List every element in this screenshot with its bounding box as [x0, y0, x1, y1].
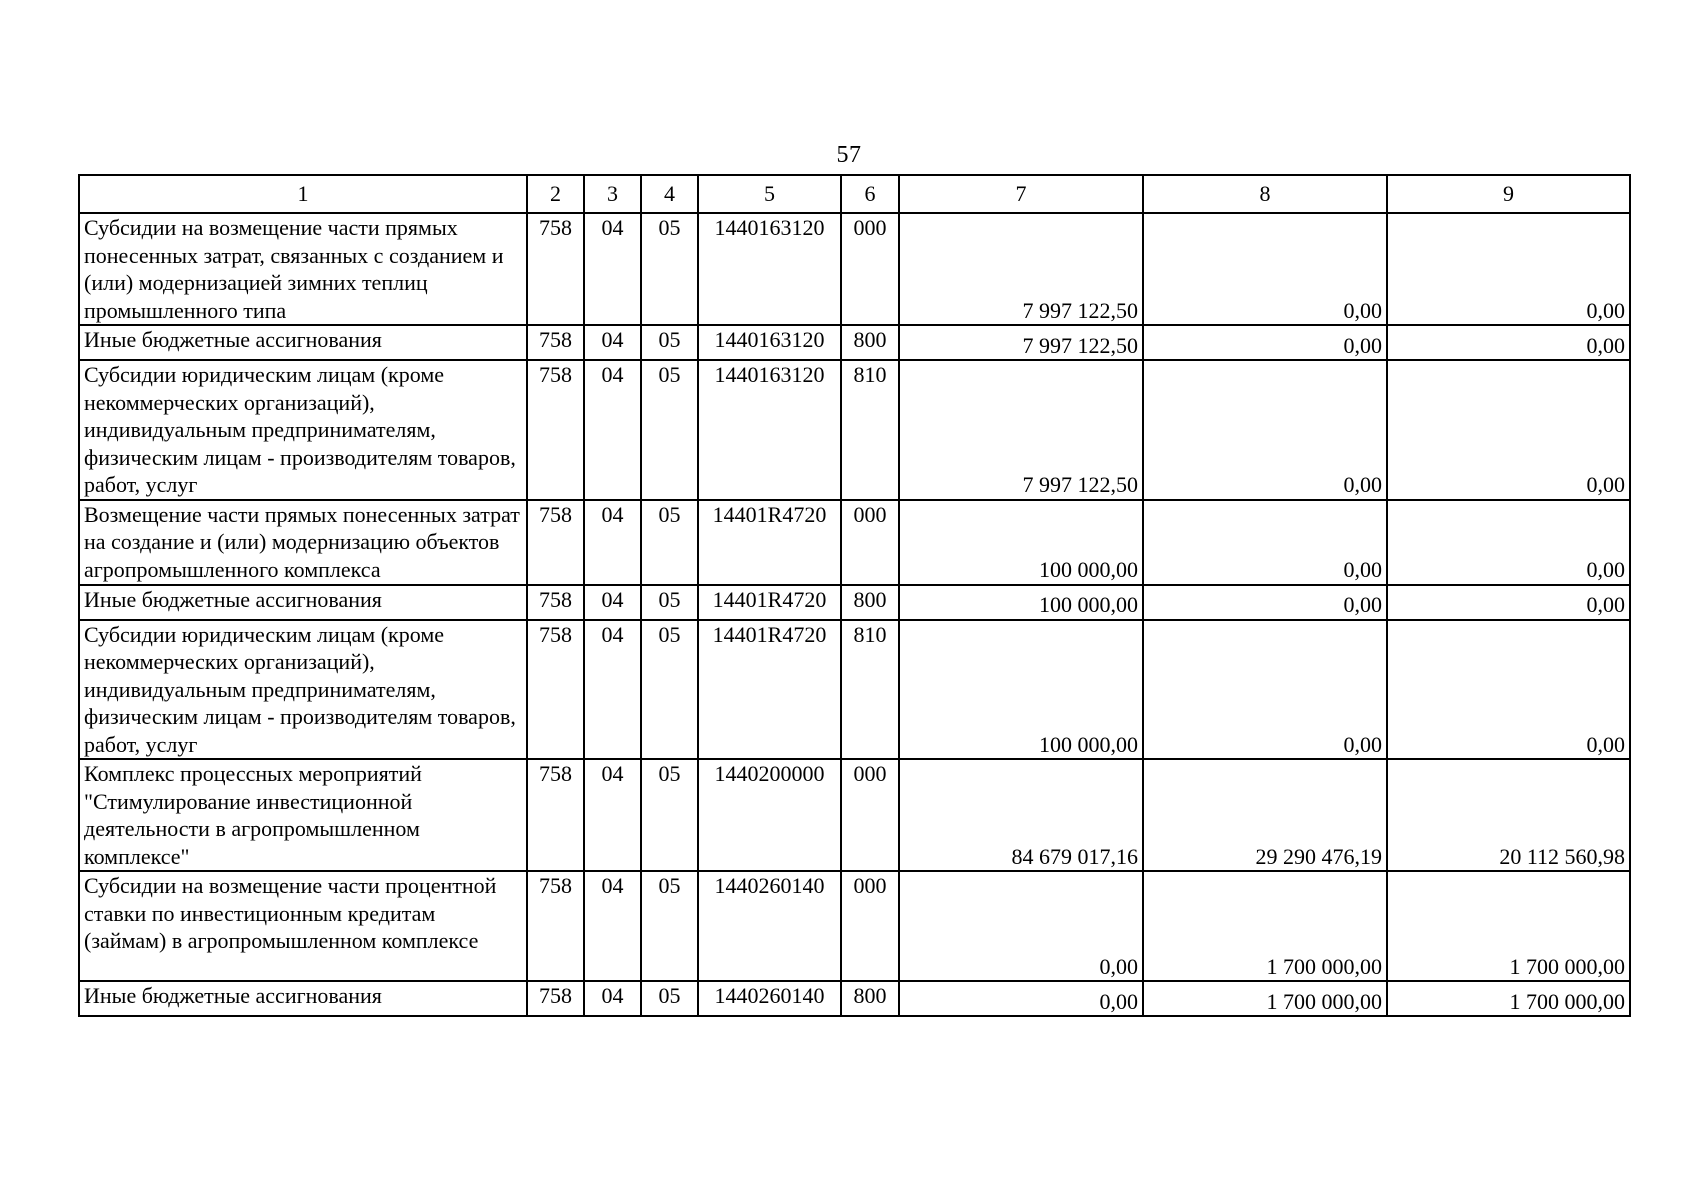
- row-name-cell: Иные бюджетные ассигнования: [79, 325, 527, 360]
- row-amount-1-cell: 100 000,00: [899, 500, 1143, 585]
- row-amount-3-cell: 0,00: [1387, 325, 1630, 360]
- row-grbs-cell: 758: [527, 871, 584, 981]
- row-grbs-cell: 758: [527, 981, 584, 1016]
- table-row: [79, 213, 1630, 325]
- row-target-article-cell: 1440200000: [698, 759, 841, 871]
- row-amount-1-cell: 0,00: [899, 871, 1143, 981]
- row-amount-1-cell: 7 997 122,50: [899, 213, 1143, 325]
- row-amount-3-cell: 1 700 000,00: [1387, 981, 1630, 1016]
- row-subsection-cell: 05: [641, 620, 698, 760]
- row-section-cell: 04: [584, 325, 641, 360]
- row-amount-3-cell: 0,00: [1387, 620, 1630, 760]
- row-expense-type-cell: 800: [841, 585, 899, 620]
- row-name-cell: Комплекс процессных мероприятий "Стимулирование инвестиционной деятельности в агропромышленном комплексе": [79, 759, 527, 871]
- row-section-cell: 04: [584, 360, 641, 500]
- row-expense-type-cell: 000: [841, 871, 899, 981]
- page-number: 57: [836, 142, 862, 168]
- row-name-cell: Иные бюджетные ассигнования: [79, 981, 527, 1016]
- row-target-article-cell: 1440163120: [698, 360, 841, 500]
- header-cell-amount-1: 7: [899, 175, 1143, 213]
- row-amount-3-cell: 1 700 000,00: [1387, 871, 1630, 981]
- table-row: [79, 871, 1630, 981]
- row-expense-type-cell: 000: [841, 213, 899, 325]
- row-amount-1-cell: 84 679 017,16: [899, 759, 1143, 871]
- row-grbs-cell: 758: [527, 620, 584, 760]
- row-name-cell: Субсидии юридическим лицам (кроме некоммерческих организаций), индивидуальным предпринимателям, физическим лицам - производителям товаров, работ, услуг: [79, 360, 527, 500]
- row-subsection-cell: 05: [641, 360, 698, 500]
- header-cell-target-article: 5: [698, 175, 841, 213]
- budget-table: [78, 174, 1631, 1017]
- row-target-article-cell: 1440163120: [698, 213, 841, 325]
- row-amount-2-cell: 0,00: [1143, 325, 1387, 360]
- row-amount-3-cell: 0,00: [1387, 585, 1630, 620]
- row-expense-type-cell: 800: [841, 981, 899, 1016]
- table-row: [79, 360, 1630, 500]
- header-cell-expense-type: 6: [841, 175, 899, 213]
- row-expense-type-cell: 810: [841, 620, 899, 760]
- row-name-cell: Иные бюджетные ассигнования: [79, 585, 527, 620]
- row-subsection-cell: 05: [641, 759, 698, 871]
- row-subsection-cell: 05: [641, 981, 698, 1016]
- row-amount-2-cell: 1 700 000,00: [1143, 871, 1387, 981]
- row-amount-2-cell: 29 290 476,19: [1143, 759, 1387, 871]
- row-name-cell: Субсидии на возмещение части процентной ставки по инвестиционным кредитам (займам) в агропромышленном комплексе: [79, 871, 527, 981]
- row-subsection-cell: 05: [641, 213, 698, 325]
- row-amount-1-cell: 100 000,00: [899, 620, 1143, 760]
- row-section-cell: 04: [584, 759, 641, 871]
- row-amount-1-cell: 0,00: [899, 981, 1143, 1016]
- row-amount-2-cell: 0,00: [1143, 620, 1387, 760]
- row-amount-3-cell: 0,00: [1387, 500, 1630, 585]
- table-row: [79, 325, 1630, 360]
- row-amount-3-cell: 0,00: [1387, 213, 1630, 325]
- row-target-article-cell: 1440260140: [698, 871, 841, 981]
- row-subsection-cell: 05: [641, 325, 698, 360]
- row-section-cell: 04: [584, 871, 641, 981]
- row-grbs-cell: 758: [527, 360, 584, 500]
- row-target-article-cell: 14401R4720: [698, 585, 841, 620]
- table-row: [79, 981, 1630, 1016]
- row-amount-3-cell: 20 112 560,98: [1387, 759, 1630, 871]
- row-target-article-cell: 14401R4720: [698, 500, 841, 585]
- row-amount-2-cell: 0,00: [1143, 360, 1387, 500]
- table-row: [79, 620, 1630, 760]
- row-section-cell: 04: [584, 585, 641, 620]
- row-section-cell: 04: [584, 620, 641, 760]
- row-amount-2-cell: 0,00: [1143, 213, 1387, 325]
- row-expense-type-cell: 000: [841, 759, 899, 871]
- row-amount-2-cell: 0,00: [1143, 585, 1387, 620]
- row-subsection-cell: 05: [641, 500, 698, 585]
- row-target-article-cell: 1440163120: [698, 325, 841, 360]
- row-subsection-cell: 05: [641, 871, 698, 981]
- row-subsection-cell: 05: [641, 585, 698, 620]
- table-row: [79, 500, 1630, 585]
- row-grbs-cell: 758: [527, 500, 584, 585]
- row-grbs-cell: 758: [527, 585, 584, 620]
- row-amount-1-cell: 7 997 122,50: [899, 360, 1143, 500]
- row-expense-type-cell: 800: [841, 325, 899, 360]
- row-grbs-cell: 758: [527, 325, 584, 360]
- table-row: [79, 759, 1630, 871]
- header-cell-amount-3: 9: [1387, 175, 1630, 213]
- row-expense-type-cell: 000: [841, 500, 899, 585]
- row-expense-type-cell: 810: [841, 360, 899, 500]
- row-amount-2-cell: 1 700 000,00: [1143, 981, 1387, 1016]
- row-section-cell: 04: [584, 213, 641, 325]
- header-cell-amount-2: 8: [1143, 175, 1387, 213]
- row-amount-1-cell: 100 000,00: [899, 585, 1143, 620]
- table-row: [79, 585, 1630, 620]
- row-name-cell: Субсидии на возмещение части прямых понесенных затрат, связанных с созданием и (или) модернизацией зимних теплиц промышленного типа: [79, 213, 527, 325]
- row-section-cell: 04: [584, 981, 641, 1016]
- row-amount-3-cell: 0,00: [1387, 360, 1630, 500]
- header-cell-grbs: 2: [527, 175, 584, 213]
- row-amount-1-cell: 7 997 122,50: [899, 325, 1143, 360]
- table-header-row: [79, 175, 1630, 213]
- row-target-article-cell: 14401R4720: [698, 620, 841, 760]
- header-cell-section: 3: [584, 175, 641, 213]
- row-grbs-cell: 758: [527, 759, 584, 871]
- row-grbs-cell: 758: [527, 213, 584, 325]
- row-target-article-cell: 1440260140: [698, 981, 841, 1016]
- header-cell-subsection: 4: [641, 175, 698, 213]
- row-name-cell: Субсидии юридическим лицам (кроме некоммерческих организаций), индивидуальным предпринимателям, физическим лицам - производителям товаров, работ, услуг: [79, 620, 527, 760]
- row-section-cell: 04: [584, 500, 641, 585]
- row-amount-2-cell: 0,00: [1143, 500, 1387, 585]
- header-cell-name: 1: [79, 175, 527, 213]
- row-name-cell: Возмещение части прямых понесенных затрат на создание и (или) модернизацию объектов агропромышленного комплекса: [79, 500, 527, 585]
